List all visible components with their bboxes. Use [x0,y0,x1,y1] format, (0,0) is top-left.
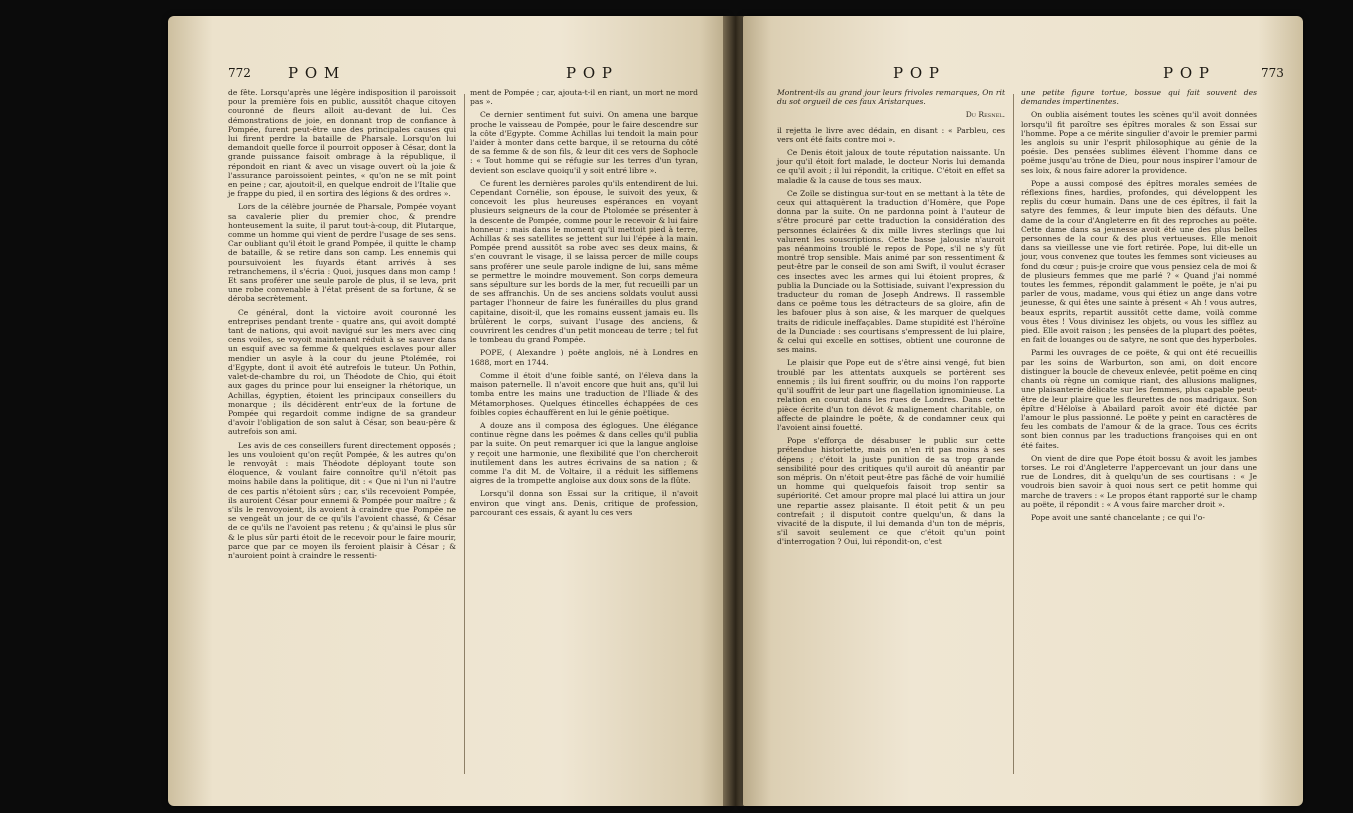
quote-attribution: Du Resnel. [965,110,1005,120]
book-spread [168,16,1318,806]
paragraph: Les avis de ces conseillers furent directement opposés ; les uns vouloient qu'on reçût Pompée, & les autres qu'on le renvoyât : mais Théodote déployant toute son éloquence, & voulant faire connoître qu'il n'étoit pas moins habile dans la politique, dit : « Que ni l'un ni l'autre de ces partis n'étoient sûrs ; car, s'ils recevoient Pompée, ils auroient César pour ennemi & Pompée pour maître ; & s'ils le renvoyoient, ils avoient à craindre que Pompée ne se vengeât un jour de ce qu'ils l'avoient chassé, & César de ce qu'ils ne l'avoient pas retenu ; & qu'ainsi le plus sûr & le plus sûr parti étoit de le recevoir pour le faire mourir, parce que par ce moyen ils feroient plaisir à César ; & n'auroient point à craindre le ressenti- [228,440,456,560]
paragraph: Ce dernier sentiment fut suivi. On amena une barque proche le vaisseau de Pompée, pour le faire descendre sur la côte d'Egypte. Comme Achillas lui tendoit la main pour l'aider à monter dans cette barque, il se retourna du côté de sa femme & de son fils, & leur dit ces vers de Sophocle : « Tout homme qui se réfugie sur les terres d'un tyran, devient son esclave quoiqu'il y soit entré libre ». [470,110,698,175]
paragraph: Parmi les ouvrages de ce poëte, & qui ont été recueillis par les soins de Warburton, son ami, on doit encore distinguer la boucle de cheveux enlevée, petit poëme en cinq chants où règne un comique riant, des allusions malignes, une plaisanterie délicate sur les femmes, plus capable peut-être de leur plaire que les fleurettes de nos madrigaux. Son épître d'Héloïse à Abailard paroît avoir été dictée par l'amour le plus passionné. Le poëte y peint en caractères de feu les combats de l'amour & de la grace. Tous ces écrits sont bien connus par les traductions françoises qui en ont été faites. [1021,348,1257,450]
paragraph: ment de Pompée ; car, ajouta-t-il en riant, un mort ne mord pas ». [470,88,698,107]
paragraph: Lorsqu'il donna son Essai sur la critique, il n'avoit environ que vingt ans. Denis, critique de profession, parcourant ces essais, & ayant lu ces vers [470,489,698,517]
column-rule [1013,94,1014,774]
text-column-1 [228,88,456,564]
paragraph: Pope a aussi composé des épîtres morales semées de réflexions fines, hardies, profondes, qui développent les replis du cœur humain. Dans une de ces épîtres, il fait la satyre des femmes, & leur impute bien des défauts. Une dame de la cour d'Angleterre en fit des reproches au poëte. Cette dame dans sa jeunesse avoit été une des plus belles personnes de la cour & des plus vertueuses. Elle menoit dans sa vieillesse une vie fort retirée. Pope, lui dit-elle un jour, vous convenez que toutes les femmes sont vicieuses au fond du cœur ; puis-je croire que vous pensiez cela de moi & de plusieurs femmes que me parlé ? « Quand j'ai nommé toutes les femmes, répondit galamment le poëte, je n'ai pu parler de vous, madame, vous qui étiez un ange dans votre jeunesse, & qui êtes une sainte à présent « Ah ! vous autres, beaux esprits, repartit aussitôt cette dame, voilà comme vous êtes ! Vous divinisez les objets, ou vous les sifflez au pied. Elle avoit raison ; les pensées de la plupart des poëtes, en fait de louanges ou de satyre, ne sont que des hyperboles. [1021,178,1257,345]
paragraph: Ce général, dont la victoire avoit couronné les entreprises pendant trente - quatre ans, qui avoit dompté tant de nations, qui avoit navigué sur les mers avec cinq cens voiles, se voyoit maintenant réduit à se sauver dans un esquif avec sa femme & quelques esclaves pour aller mendier un asyle à la cour du jeune Ptolémée, roi d'Egypte, dont il avoit été autrefois le tuteur. Un Pothin, valet-de-chambre du roi, un Théodote de Chio, qui étoit aux gages du prince pour lui enseigner la rhétorique, un Achillas, égyptien, étoient les principaux conseillers du monarque ; ils décidèrent entr'eux de la fortune de Pompée qui regardoit comme indigne de sa grandeur d'avoir l'obligation de son salut à César, son beau-père & autrefois son ami. [228,307,456,437]
verse-quote: Montrent-ils au grand jour leurs frivoles remarques, On rit du sot orgueil de ces faux Aristarques. [777,88,1005,107]
paragraph: A douze ans il composa des églogues. Une élégance continue règne dans les poëmes & dans celles qu'il publia par la suite. On peut remarquer ici que la langue angloise y reçoit une harmonie, une flexibilité que l'on chercheroit inutilement dans les autres écrivains de sa nation ; & comme l'a dit M. de Voltaire, il a réduit les sifflemens aigres de la trompette angloise aux doux sons de la flûte. [470,420,698,486]
paragraph: Comme il étoit d'une foible santé, on l'éleva dans la maison paternelle. Il n'avoit encore que huit ans, qu'il lui tomba entre les mains une traduction de l'Iliade & des Métamorphoses. Quelques étincelles échappées de ces foibles copies échauffèrent en lui le génie poëtique. [470,370,698,417]
paragraph: Pope avoit une santé chancelante ; ce qui l'o- [1031,512,1205,522]
paragraph: Lors de la célèbre journée de Pharsale, Pompée voyant sa cavalerie plier du premier choc, & prendre honteusement la suite, il parut tout-à-coup, dit Plutarque, comme un homme qui vient de perdre l'usage de ses sens. Car oubliant qu'il étoit le grand Pompée, il quitte le champ de bataille, & se retire dans son camp. Les ennemis qui poursuivoient les fuyards étant arrivés à ses retranchemens, il s'écria : Quoi, jusques dans mon camp ! Et sans proférer une seule parole de plus, il se leva, prit une robe convenable à l'état présent de sa fortune, & se déroba secrètement. [228,202,456,304]
text-column-2 [1021,88,1257,526]
running-head-right: P O P [566,64,614,82]
text-column-1 [777,88,1005,551]
text-column-2 [470,88,698,521]
paragraph: une petite figure tortue, bossue qui fait souvent des demandes impertinentes. [1021,88,1257,107]
paragraph: On vient de dire que Pope étoit bossu & avoit les jambes torses. Le roi d'Angleterre l'appercevant un jour dans une rue de Londres, dit à quelqu'un de ses courtisans : « Je voudrois bien savoir à quoi nous sert ce petit homme qui marche de travers : « Le propos étant rapporté sur le champ au poëte, il répondit : « A vous faire marcher droit ». [1021,453,1257,509]
left-page [168,16,728,806]
right-page [743,16,1303,806]
paragraph: Ce Zoïle se distingua sur-tout en se mettant à la tête de ceux qui attaquèrent la traduction d'Homère, que Pope donna par la suite. On ne pardonna point à l'auteur de s'être procuré par cette traduction la considération des personnes éclairées & dix mille livres sterlings que lui valurent les souscriptions. Cette basse jalousie n'auroit pas néanmoins troublé le repos de Pope, s'il ne s'y fût montré trop sensible. Mais animé par son ressentiment & peut-être par le conseil de son ami Swift, il voulut écraser ces insectes avec les armes qui lui étoient propres, & publia la Dunciade ou la Sottisiade, suivant l'expression du traducteur du roman de Joseph Andrews. Il rassemble dans ce poëme tous les détracteurs de sa gloire, afin de les bafouer plus à son aise, & les marquer de quelques traits de ridicule ineffaçables. Dame stupidité est l'héroïne de la Dunciade : ses courtisans s'empressent de lui plaire, & celui qui excelle en sottises, obtient une couronne de ses mains. [777,188,1005,355]
column-rule [464,94,465,774]
paragraph: Ce Denis étoit jaloux de toute réputation naissante. Un jour qu'il étoit fort malade, le docteur Noris lui demanda ce qu'il avoit ; il lui répondit, la critique. C'étoit en effet sa maladie & la cause de tous ses maux. [777,148,1005,185]
running-head-right: P O P [1163,64,1211,82]
running-head-left: P O M [288,64,341,82]
page-number: 772 [228,66,251,80]
paragraph: Le plaisir que Pope eut de s'être ainsi vengé, fut bien troublé par les attentats auxquels se portèrent ses ennemis ; ils lui firent souffrir, ou du moins l'on rapporte qu'il souffrit de leur part une flagellation ignominieuse. La relation en courut dans les rues de Londres. Dans cette pièce écrite d'un ton dévot & malignement charitable, on affecte de plaindre le poëte, & de condamner ceux qui l'avoient ainsi fouetté. [777,358,1005,432]
running-head-left: P O P [893,64,941,82]
paragraph: Ce furent les dernières paroles qu'ils entendirent de lui. Cependant Cornélie, son épouse, le suivoit des yeux, & concevoit les plus heureuses espérances en voyant plusieurs seigneurs de la cour de Ptolomée se présenter à la descente de Pompée, comme pour le recevoir & lui faire honneur : mais dans le moment qu'il mettoit pied à terre, Achillas & ses satellites se jettent sur lui l'épée à la main. Pompée prend aussitôt sa robe avec ses deux mains, & s'en couvrant le visage, il se laissa percer de mille coups sans proférer une seule parole indigne de lui, sans même se permettre le moindre mouvement. Son corps demeura sans sépulture sur les bords de la mer, fut recueilli par un de ses affranchis. Un de ses anciens soldats voulut aussi partager l'honneur de faire les funérailles du plus grand capitaine, disoit-il, que les romains eussent jamais eu. Ils brûlèrent le corps, suivant l'usage des anciens, & couvrirent les cendres d'un petit monceau de terre ; tel fut le tombeau du grand Pompée. [470,178,698,345]
paragraph: POPE, ( Alexandre ) poëte anglois, né à Londres en 1688, mort en 1744. [470,348,698,367]
page-number: 773 [1261,66,1284,80]
paragraph: On oublia aisément toutes les scènes qu'il avoit données lorsqu'il fit paroître ses épîtres morales & son Essai sur l'homme. Pope a ce mérite singulier d'avoir le premier parmi les anglois su unir l'esprit philosophique au génie de la poésie. Des pensées sublimes élèvent l'homme dans ce poëme jusqu'au trône de Dieu, pour nous inspirer l'amour de ses loix, & nous faire adorer la providence. [1021,110,1257,175]
paragraph: il rejetta le livre avec dédain, en disant : « Parbleu, ces vers ont été faits contre moi ». [777,125,1005,144]
paragraph: de fête. Lorsqu'après une légère indisposition il paroissoit pour la première fois en public, aussitôt chaque citoyen couronné de fleurs alloit au-devant de lui. Ces démonstrations de joie, en donnant trop de confiance à Pompée, furent peut-être une des principales causes qui lui firent perdre la bataille de Pharsale. Lorsqu'on lui demandoit quelle force il pourroit opposer à César, dont la grande puissance faisoit ombrage à la république, il répondoit en riant & avec un visage ouvert où la joie & l'assurance paroissoient peintes, « qu'on ne se mît point en peine ; car, ajoutoit-il, en quelque endroit de l'Italie que je frappe du pied, il en sortira des légions & des ordres ». [228,88,456,199]
paragraph: Pope s'efforça de désabuser le public sur cette prétendue historiette, mais on n'en rit pas moins à ses dépens ; c'étoit la juste punition de sa trop grande sensibilité pour des critiques qu'il auroit dû anéantir par son mépris. On n'étoit peut-être pas fâché de voir humilié un homme qui quelquefois faisoit trop sentir sa supériorité. Cet amour propre mal placé lui attira un jour une repartie assez plaisante. Il étoit petit & un peu contrefait ; il disputoit contre quelqu'un, & dans la vivacité de la dispute, il lui demanda d'un ton de mépris, s'il savoit seulement ce que c'étoit qu'un point d'interrogation ? Oui, lui répondit-on, c'est [777,436,1005,547]
